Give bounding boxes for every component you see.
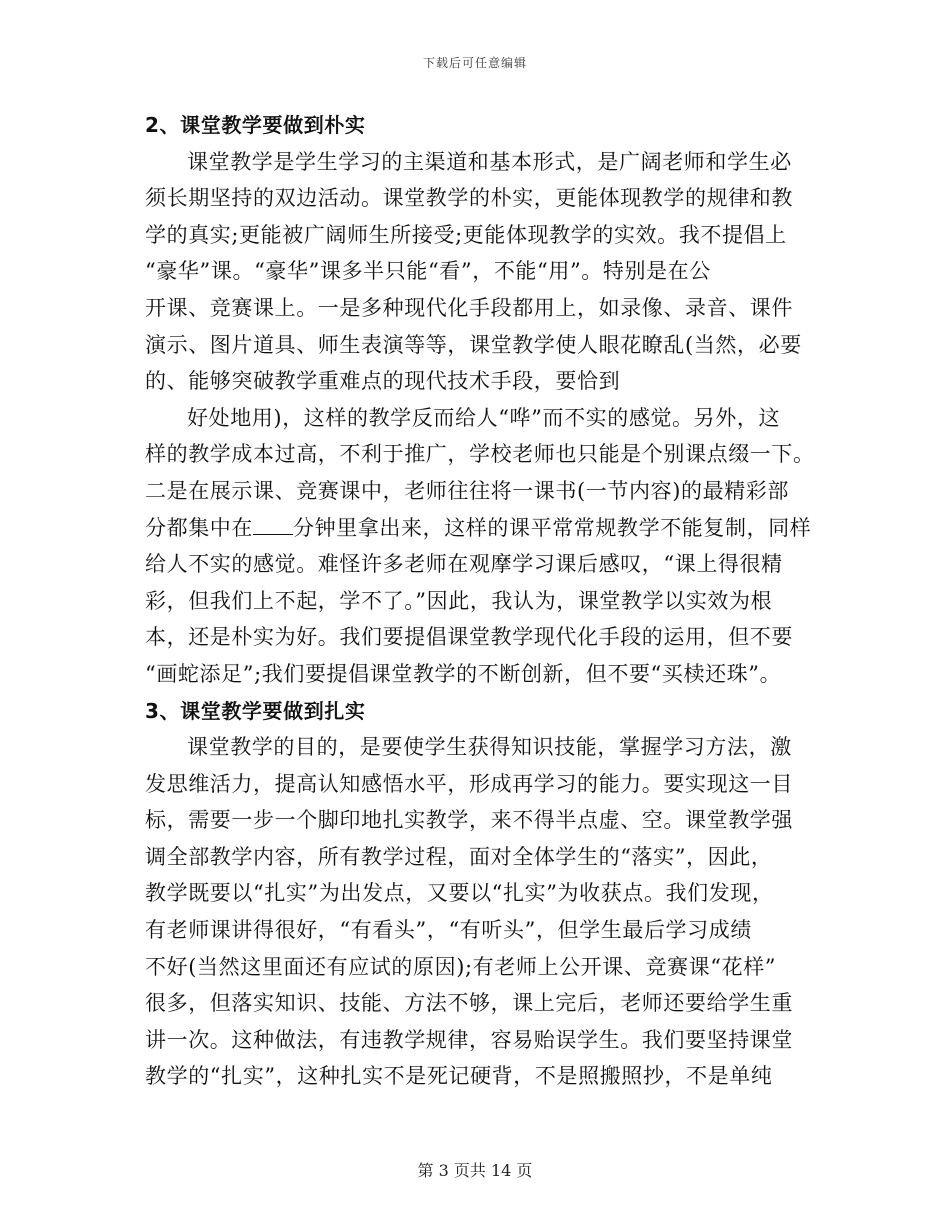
paragraph-line: 有老师课讲得很好，“有看头”，“有听头”，但学生最后学习成绩 <box>145 918 752 943</box>
paragraph-line: “豪华”课。“豪华”课多半只能“看”，不能“用”。特别是在公 <box>145 259 711 284</box>
document-body <box>145 107 815 1095</box>
paragraph-line: 发思维活力，提高认知感悟水平，形成再学习的能力。要实现这一目 <box>145 771 793 796</box>
paragraph-line: 的、能够突破教学重难点的现代技术手段，要恰到 <box>145 369 621 394</box>
page-number: 第 3 页共 14 页 <box>417 1161 533 1180</box>
paragraph-line: 须长期坚持的双边活动。课堂教学的朴实，更能体现教学的规律和教 <box>145 186 793 211</box>
paragraph-line: 学的真实;更能被广阔师生所接受;更能体现教学的实效。我不提倡上 <box>145 222 787 247</box>
paragraph-line: 彩，但我们上不起，学不了。”因此，我认为，课堂教学以实效为根 <box>145 588 773 613</box>
paragraph-line: 调全部教学内容，所有教学过程，面对全体学生的“落实”，因此， <box>145 844 773 869</box>
paragraph-line: 样的教学成本过高，不利于推广，学校老师也只能是个别课点缀一下。 <box>145 442 815 467</box>
section-heading: 3、课堂教学要做到扎实 <box>145 698 366 723</box>
paragraph-line: 给人不实的感觉。难怪许多老师在观摩学习课后感叹，“课上得很精 <box>145 552 783 577</box>
paragraph-line: 演示、图片道具、师生表演等等，课堂教学使人眼花瞭乱(当然，必要 <box>145 332 802 357</box>
paragraph-line: “画蛇添足”;我们要提倡课堂教学的不断创新，但不要“买椟还珠”。 <box>145 661 782 686</box>
paragraph-line: 教学的“扎实”，这种扎实不是死记硬背，不是照搬照抄，不是单纯 <box>145 1064 773 1089</box>
paragraph-line: 讲一次。这种做法，有违教学规律，容易贻误学生。我们要坚持课堂 <box>145 1027 793 1052</box>
paragraph-line: 二是在展示课、竞赛课中，老师往往将一课书(一节内容)的最精彩部 <box>145 478 789 503</box>
paragraph-line: 课堂教学是学生学习的主渠道和基本形式，是广阔老师和学生必 <box>187 149 792 174</box>
paragraph-line: 很多，但落实知识、技能、方法不够，课上完后，老师还要给学生重 <box>145 991 793 1016</box>
paragraph-line: 好处地用)，这样的教学反而给人“哗”而不实的感觉。另外，这 <box>187 405 781 430</box>
paragraph-line: 标，需要一步一个脚印地扎实教学，来不得半点虚、空。课堂教学强 <box>145 808 793 833</box>
paragraph-line: 开课、竞赛课上。一是多种现代化手段都用上，如录像、录音、课件 <box>145 295 793 320</box>
paragraph-line: 教学既要以“扎实”为出发点，又要以“扎实”为收获点。我们发现， <box>145 881 774 906</box>
blank-line-after: 分钟里拿出来，这样的课平常常规教学不能复制，同样 <box>293 515 812 540</box>
paragraph-line: 本，还是朴实为好。我们要提倡课堂教学现代化手段的运用，但不要 <box>145 625 793 650</box>
paragraph-line: 不好(当然这里面还有应试的原因);有老师上公开课、竞赛课“花样” <box>145 954 777 979</box>
paragraph-line-with-blank <box>145 510 812 547</box>
blank-line-before: 分都集中在 <box>145 515 253 540</box>
section-heading: 2、课堂教学要做到朴实 <box>145 113 366 137</box>
fill-in-blank <box>253 516 293 535</box>
header-note: 下载后可任意编辑 <box>422 56 527 70</box>
paragraph-line: 课堂教学的目的，是要使学生获得知识技能，掌握学习方法，激 <box>187 735 792 760</box>
